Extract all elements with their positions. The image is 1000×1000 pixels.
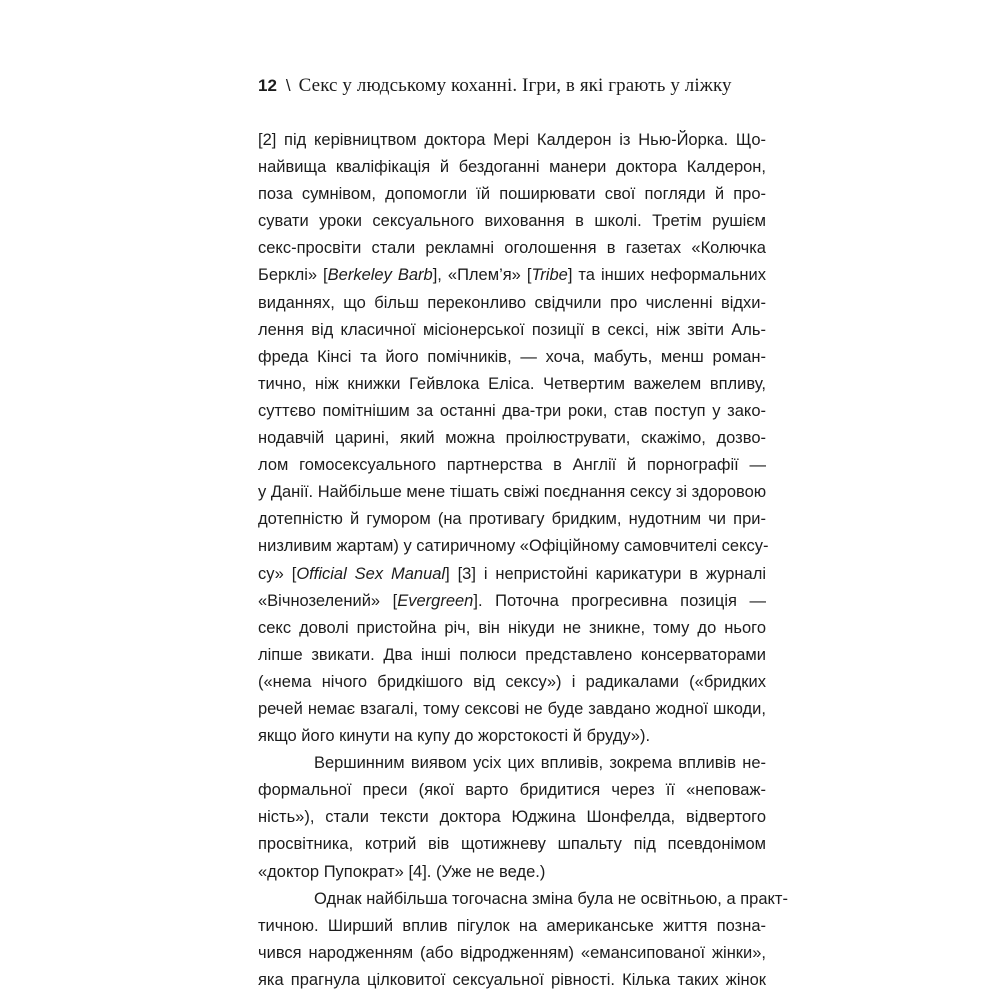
text-segment: тично, ніж книжки Гейвлока Еліса. Четвертим важелем впливу,: [258, 374, 766, 393]
text-segment: ]. Поточна прогресивна позиція —: [473, 591, 766, 610]
text-line: [258, 886, 788, 913]
text-line: [258, 940, 766, 967]
text-segment: ] та інших неформальних: [567, 266, 766, 285]
running-head: [258, 66, 766, 106]
text-line: [258, 425, 766, 452]
text-segment: просвітника, котрий вів щотижневу шпальту під псевдонімом: [258, 835, 766, 854]
text-segment: [2] під керівництвом доктора Мері Калдерон із Нью-Йорка. Що-: [258, 131, 766, 149]
header-separator: \: [285, 76, 291, 95]
text-line: [258, 588, 766, 615]
text-line: [258, 696, 766, 723]
text-line: [258, 723, 766, 750]
text-line: [258, 750, 766, 777]
text-line: [258, 669, 766, 696]
text-segment: секс-просвіти стали рекламні оголошення в газетах «Колючка: [258, 239, 766, 258]
text-segment: лом гомосексуального партнерства в Англії й порнографії —: [258, 456, 766, 475]
text-segment: Берклі» [: [258, 266, 328, 285]
text-line: [258, 615, 766, 642]
text-line: [258, 398, 766, 425]
text-segment: «Вічнозелений» [: [258, 591, 398, 610]
text-line: [258, 777, 766, 804]
text-segment: сувати уроки сексуального виховання в школі. Третім рушієм: [258, 212, 766, 231]
text-segment: Однак найбільша тогочасна зміна була не освітньою, а практ-: [314, 889, 788, 908]
text-segment: якщо його кинути на купу до жорстокості й бруду»).: [258, 727, 651, 746]
text-line: [258, 235, 766, 262]
text-line: [258, 290, 766, 317]
text-line: [258, 967, 766, 994]
text-line: [258, 317, 766, 344]
text-segment: ліпше звикати. Два інші полюси представлено консерваторами: [258, 645, 766, 664]
italic-title: Official Sex Manual: [296, 564, 446, 583]
text-line: [258, 181, 766, 208]
text-line: [258, 913, 766, 940]
text-segment: («нема нічого бридкішого від сексу») і радикалами («бридких: [258, 672, 766, 691]
text-segment: су» [: [258, 564, 297, 583]
text-segment: суттєво помітнішим за останні два-три роки, став поступ у зако-: [258, 401, 766, 420]
text-segment: ність»), стали тексти доктора Юджина Шонфелда, відвертого: [258, 808, 766, 827]
text-line: [258, 262, 766, 289]
text-line: [258, 506, 766, 533]
text-line: [258, 371, 766, 398]
text-line: [258, 452, 766, 479]
text-line: [258, 642, 766, 669]
text-segment: «доктор Пупократ» [4]. (Уже не веде.): [258, 862, 546, 881]
text-segment: нодавчій царині, який можна проілюструвати, скажімо, дозво-: [258, 429, 766, 448]
text-segment: секс доволі пристойна річ, він нікуди не зникне, тому до нього: [258, 618, 766, 637]
text-segment: формальної преси (якої варто бридитися через її «неповаж-: [258, 781, 766, 800]
text-segment: найвища кваліфікація й бездоганні манери доктора Калдерон,: [258, 158, 766, 177]
italic-title: Berkeley Barb: [327, 266, 433, 285]
text-segment: фреда Кінсі та його помічників, — хоча, мабуть, менш роман-: [258, 347, 766, 366]
text-segment: дотепністю й гумором (на противагу бридким, нудотним чи при-: [258, 510, 766, 529]
chapter-title: Секс у людському коханні. Ігри, в які грають у ліжку: [298, 75, 732, 96]
text-line: [258, 831, 766, 858]
book-page: [258, 66, 788, 994]
text-segment: ] [3] і непристойні карикатури в журналі: [445, 564, 767, 583]
text-line: [258, 344, 766, 371]
text-line: [258, 127, 766, 154]
text-segment: чився народженням (або відродженням) «емансипованої жінки»,: [258, 943, 766, 962]
text-line: [258, 804, 766, 831]
text-segment: речей немає взагалі, тому сексові не буде завдано жодної шкоди,: [258, 699, 766, 718]
text-segment: ], «Плем’я» [: [432, 266, 532, 285]
text-line: [258, 208, 766, 235]
text-segment: у Данії. Найбільше мене тішать свіжі поєднання сексу зі здоровою: [258, 483, 767, 502]
text-segment: яка прагнула цілковитої сексуальної рівності. Кілька таких жінок: [258, 970, 766, 989]
text-segment: низливим жартам) у сатиричному «Офіційному самовчителі сексу-: [258, 537, 769, 556]
text-line: [258, 561, 766, 588]
page-number: 12: [258, 76, 277, 95]
text-segment: поза сумнівом, допомогли їй поширювати свої погляди й про-: [258, 185, 766, 204]
text-line: [258, 859, 766, 886]
text-segment: Вершинним виявом усіх цих впливів, зокрема впливів не-: [314, 754, 766, 773]
text-line: [258, 533, 769, 560]
text-line: [258, 154, 766, 181]
text-line: [258, 479, 766, 506]
text-segment: виданнях, що більш переконливо свідчили про численні відхи-: [258, 293, 766, 312]
body-text: [258, 127, 788, 994]
italic-title: Tribe: [531, 266, 568, 285]
text-segment: лення від класичної місіонерської позиції в сексі, ніж звіти Аль-: [258, 320, 766, 339]
text-segment: тичною. Ширший вплив пігулок на американське життя позна-: [258, 916, 766, 935]
italic-title: Evergreen: [397, 591, 474, 610]
